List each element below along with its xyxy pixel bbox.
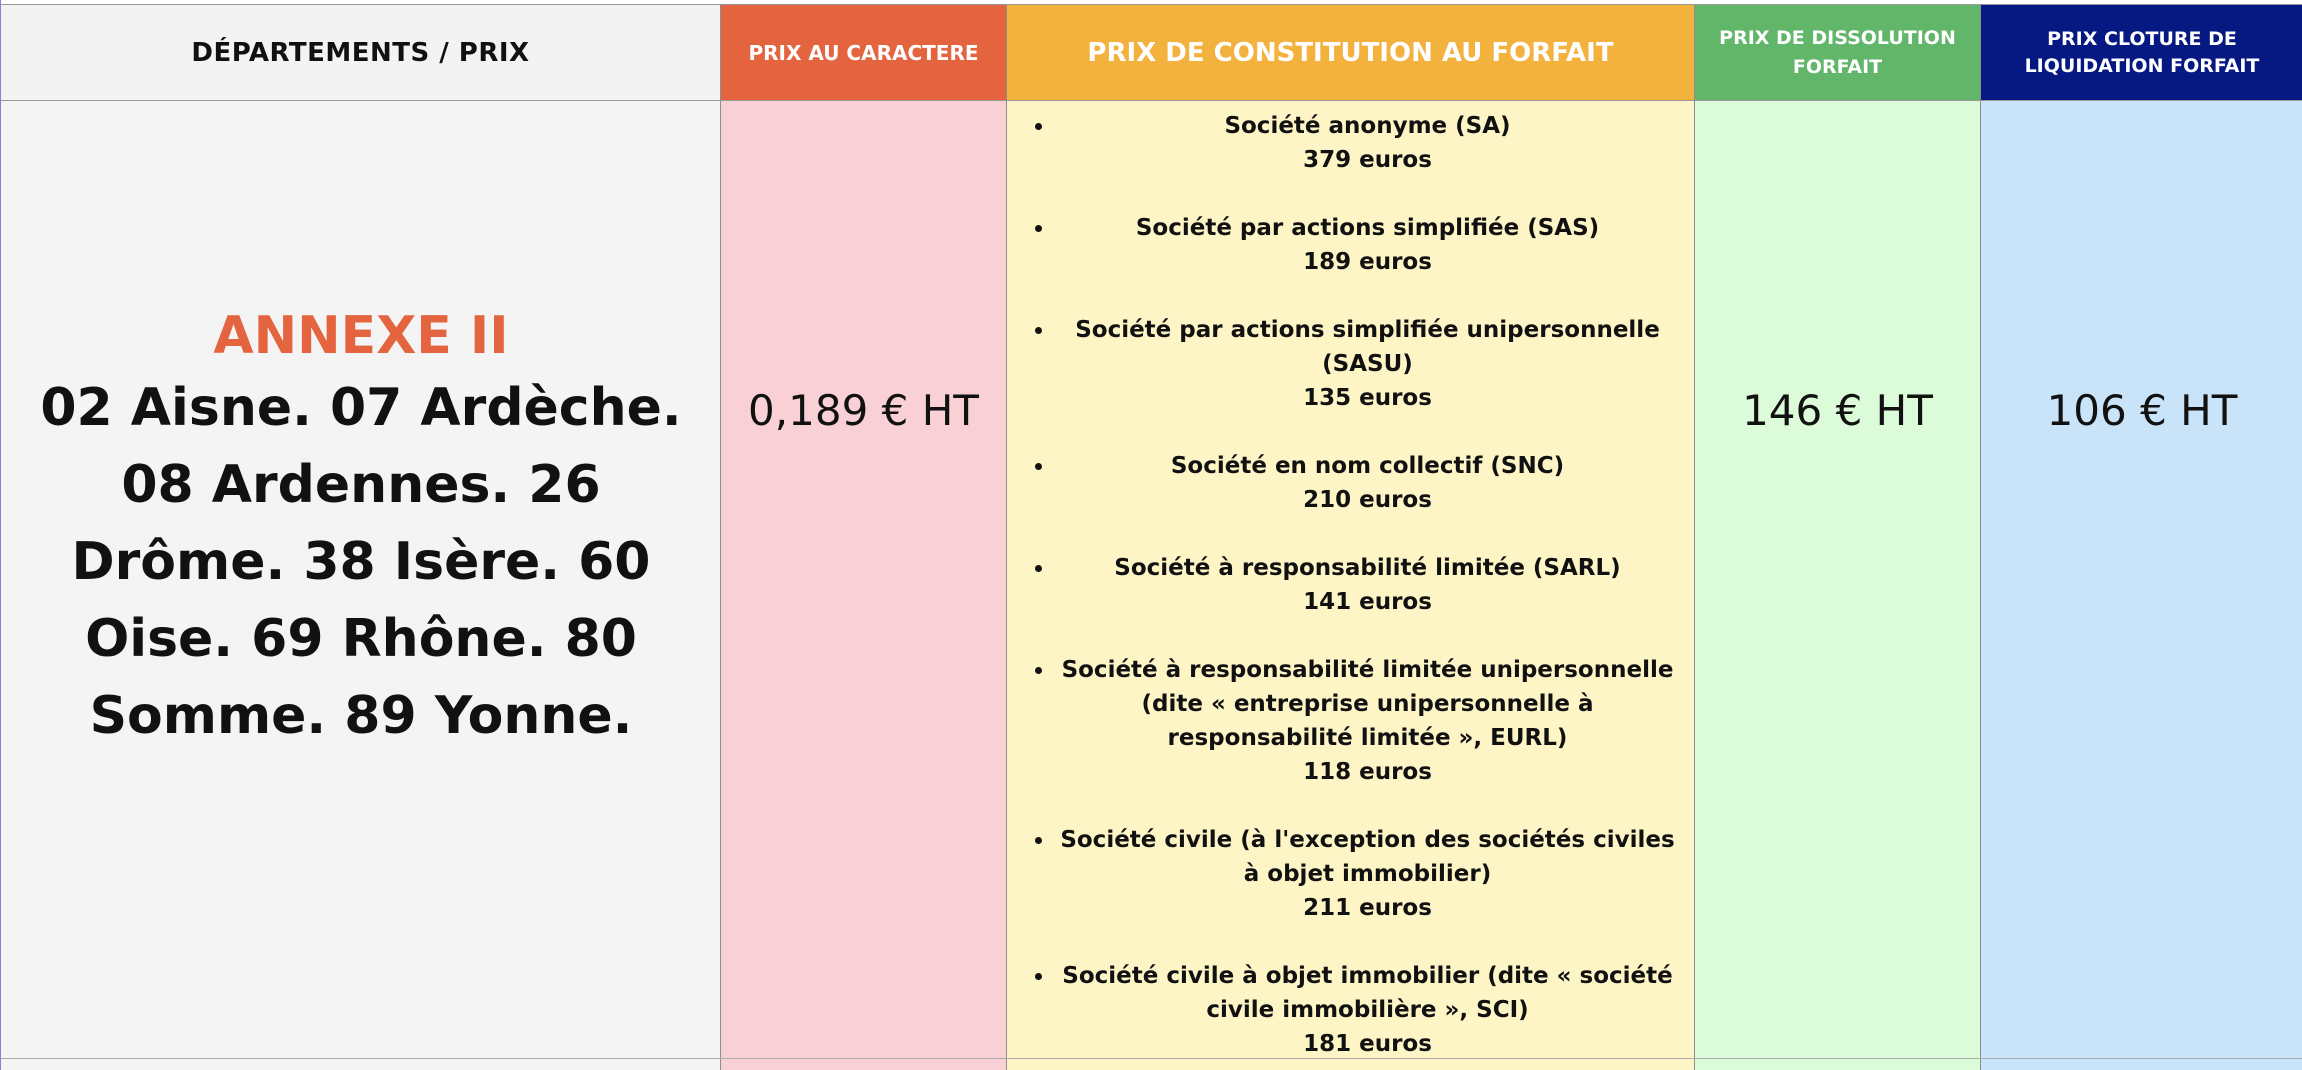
- forme-prix: 210 euros: [1303, 487, 1432, 513]
- forme-label: Société à responsabilité limitée unipersonnelle (dite « entreprise unipersonnelle à responsabilité limitée », EURL): [1061, 657, 1674, 751]
- header-departements: [1, 5, 721, 101]
- header-prix-constitution-label: PRIX DE CONSTITUTION AU FORFAIT: [1087, 37, 1614, 68]
- prix-dissolution-value: 146 € HT: [1742, 386, 1933, 435]
- forme-prix: 181 euros: [1303, 1031, 1432, 1057]
- forme-label: Société anonyme (SA): [1224, 113, 1511, 139]
- prix-cloture-value: 106 € HT: [2046, 386, 2238, 435]
- forme-label: Société par actions simplifiée unipersonnelle (SASU): [1075, 317, 1660, 377]
- header-prix-dissolution-label: PRIX DE DISSOLUTION FORFAIT: [1719, 26, 1956, 78]
- prix-caractere-value: 0,189 € HT: [748, 386, 979, 435]
- header-prix-caractere-label: PRIX AU CARACTERE: [748, 40, 979, 65]
- list-item: [1055, 823, 1680, 925]
- forme-prix: 118 euros: [1303, 759, 1432, 785]
- list-item: [1055, 109, 1680, 177]
- annexe-title: ANNEXE II: [213, 306, 509, 366]
- cell-prix-caractere: [721, 101, 1007, 1070]
- forme-label: Société en nom collectif (SNC): [1170, 453, 1565, 479]
- header-departements-label: DÉPARTEMENTS / PRIX: [191, 37, 530, 68]
- forme-prix: 141 euros: [1303, 589, 1432, 615]
- list-item: [1055, 653, 1680, 789]
- list-item: [1055, 211, 1680, 279]
- list-item: [1055, 551, 1680, 619]
- forme-label: Société civile à objet immobilier (dite « société civile immobilière », SCI): [1062, 963, 1673, 1023]
- constitution-list: [1007, 101, 1694, 1061]
- forme-prix: 189 euros: [1303, 249, 1432, 275]
- list-item: [1055, 313, 1680, 415]
- table-bottom-border: [1, 1058, 2302, 1059]
- list-item: [1055, 959, 1680, 1061]
- forme-prix: 211 euros: [1303, 895, 1432, 921]
- forme-label: Société à responsabilité limitée (SARL): [1114, 555, 1621, 581]
- header-prix-cloture-label: PRIX CLOTURE DE LIQUIDATION FORFAIT: [2024, 27, 2260, 77]
- header-prix-constitution: [1007, 5, 1695, 101]
- forme-prix: 135 euros: [1303, 385, 1432, 411]
- forme-label: Société par actions simplifiée (SAS): [1135, 215, 1600, 241]
- cell-prix-cloture: [1981, 101, 2302, 1070]
- departements-list: 02 Aisne. 07 Ardèche. 08 Ardennes. 26 Drôme. 38 Isère. 60 Oise. 69 Rhône. 80 Somme. 89 Yonne.: [40, 378, 682, 746]
- forme-prix: 379 euros: [1303, 147, 1432, 173]
- cell-departements: [1, 101, 721, 1070]
- list-item: [1055, 449, 1680, 517]
- cell-prix-constitution: [1007, 101, 1695, 1070]
- forme-label: Société civile (à l'exception des sociétés civiles à objet immobilier): [1060, 827, 1675, 887]
- cell-prix-dissolution: [1695, 101, 1981, 1070]
